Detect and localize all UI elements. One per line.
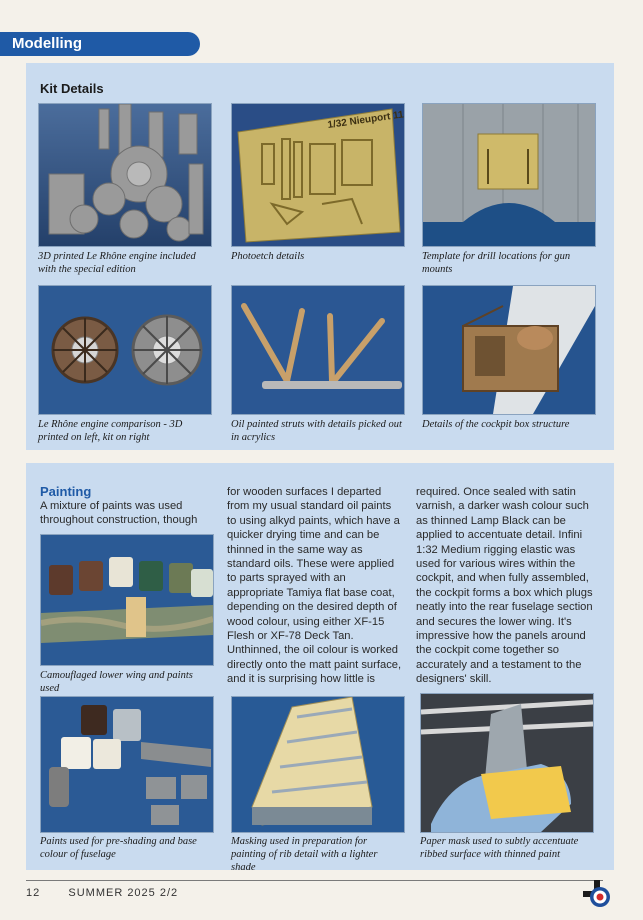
preshade-caption: Paints used for pre-shading and base colour of fuselage [40, 836, 197, 860]
camo-wing-caption: Camouflaged lower wing and paints used [40, 670, 193, 694]
engine-3d-caption: 3D printed Le Rhône engine included with the special edition [38, 251, 196, 275]
struts-caption: Oil painted struts with details picked out in acrylics [231, 419, 402, 443]
drill-template-photo [422, 103, 596, 247]
paper-mask-photo [420, 693, 594, 833]
footer-divider [26, 880, 603, 881]
engine-3d-photo [38, 103, 212, 247]
issue-label: SUMMER 2025 2/2 [68, 887, 179, 899]
masking-caption: Masking used in preparation for painting of rib detail with a lighter shade [231, 836, 378, 873]
roundel-icon [583, 880, 611, 908]
painting-text-col2: for wooden surfaces I departed from my usual standard oil paints to using alkyd paints, which have a quicker drying time and can be thinned in the same way as standard oils. These were applied to parts sprayed with an appropriate Tamiya flat base coat, depending on the desired depth of wood colour, using either XF-15 Flesh or XF-78 Deck Tan. Unthinned, the oil colour is worked directly onto the matt paint surface, and it is surprising how little is [227, 486, 402, 686]
photoetch-fret-label: 1/32 Nieuport 11 [326, 109, 404, 131]
section-tab: Modelling [0, 32, 200, 56]
paper-mask-caption: Paper mask used to subtly accentuate ribbed surface with thinned paint [420, 836, 579, 860]
engine-comparison-caption: Le Rhône engine comparison - 3D printed on left, kit on right [38, 419, 183, 443]
kit-details-panel [26, 63, 614, 450]
painting-text-col3: required. Once sealed with satin varnish, a darker wash colour such as thinned Lamp Black can be applied to accentuate detail. Infini 1:32 Medium rigging elastic was used for various wires within the cockpit, and when fully assembled, the cockpit forms a box which plugs neatly into the rear fuselage section and secures the lower wing. It's impressive how the panels around the cockpit come together so accurately and a testament to the designers' skill. [416, 486, 593, 686]
photoetch-caption: Photoetch details [231, 251, 305, 262]
painting-text-col1: A mixture of paints was used throughout construction, though [40, 500, 198, 527]
engine-comparison-photo [38, 285, 212, 415]
kit-details-title: Kit Details [40, 81, 104, 96]
photoetch-photo [231, 103, 405, 247]
painting-title: Painting [40, 484, 92, 499]
page-number: 12 [26, 887, 41, 899]
struts-photo [231, 285, 405, 415]
preshade-paints-photo [40, 696, 214, 833]
drill-template-caption: Template for drill locations for gun mounts [422, 251, 571, 275]
footer [26, 887, 178, 899]
camo-wing-photo [40, 534, 214, 666]
masking-photo [231, 696, 405, 833]
cockpit-box-caption: Details of the cockpit box structure [422, 419, 570, 430]
cockpit-box-photo [422, 285, 596, 415]
painting-panel [26, 463, 614, 873]
